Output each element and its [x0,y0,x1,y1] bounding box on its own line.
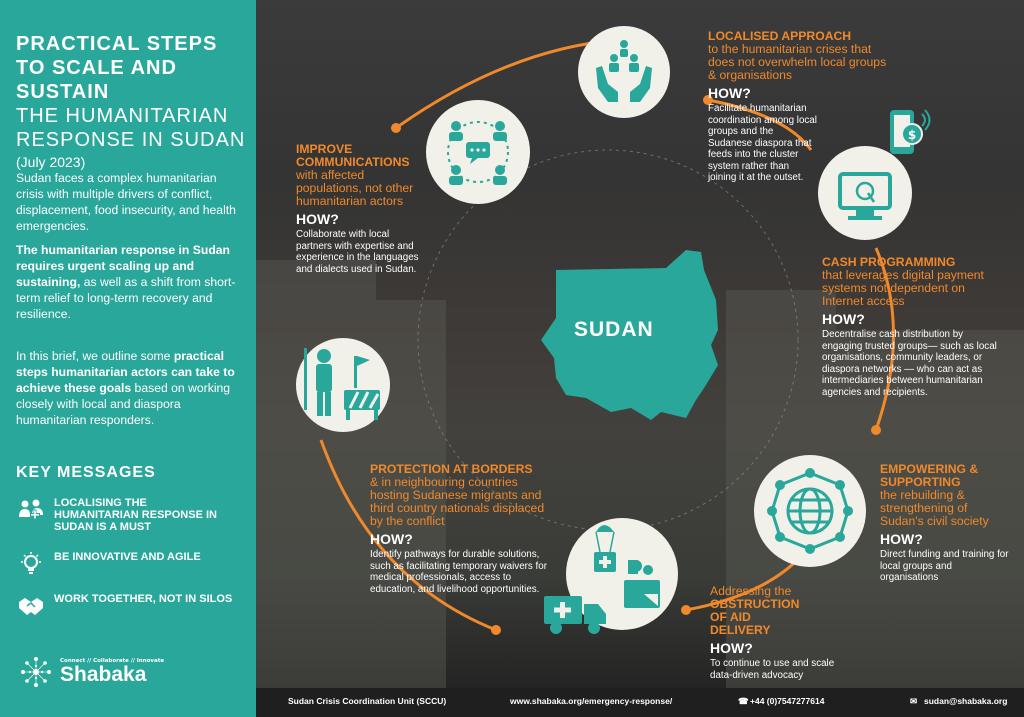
aid-desc: To continue to use and scale data-driven advocacy [710,658,835,681]
title-line-1: PRACTICAL STEPS [16,33,218,55]
svg-text:$: $ [907,128,917,142]
ambulance-icon [542,588,608,638]
localised-heading: LOCALISED APPROACH [708,29,852,43]
key-message-1-text: LOCALISING THE HUMANITARIAN RESPONSE IN SUDAN IS A MUST [54,497,217,533]
key-message-2 [18,551,234,577]
key-message-3 [18,593,234,619]
empowering-block [880,463,1010,584]
localised-sub: to the humanitarian crises that does not overwhelm local groups & organisations [708,42,887,82]
key-message-2-text: BE INNOVATIVE AND AGILE [54,551,201,563]
intro-paragraph-1: Sudan faces a complex humanitarian crisis with multiple drivers of conflict, displacement, food insecurity, and health emergencies. [16,171,236,233]
communications-desc: Collaborate with local partners with expertise and experience in the languages and dialects used in Sudan. [296,229,419,275]
intro-p3-bold: practical steps humanitarian actors can take to achieve these goals [16,349,235,395]
aid-heading: OBSTRUCTION OF AID DELIVERY [710,597,800,637]
cash-how: HOW? [822,311,865,327]
title-line-2: TO SCALE AND SUSTAIN [16,57,177,103]
left-panel [0,0,256,717]
key-message-3-text: WORK TOGETHER, NOT IN SILOS [54,593,233,605]
footer-bar [256,688,1024,717]
intro-paragraph-2 [16,242,242,322]
network-logo-icon [18,654,54,690]
intro-p3-start: In this brief, we outline some [16,349,174,363]
title-line-3: THE HUMANITARIAN [16,105,229,127]
intro-paragraph-3 [16,348,242,428]
sudan-label: SUDAN [574,318,654,341]
logo-tagline: Connect // Collaborate // Innovate [60,658,165,664]
empowering-heading: EMPOWERING & SUPPORTING [880,462,979,489]
communications-circle [426,100,530,204]
cash-heading: CASH PROGRAMMING [822,255,956,269]
empowering-sub: the rebuilding & strengthening of Sudan's civil society [880,488,989,528]
aid-block [710,585,850,681]
footer-email[interactable]: sudan@shabaka.org [924,696,1008,706]
localised-circle [578,26,670,118]
communications-sub: with affected populations, not other humanitarian actors [296,168,414,208]
people-chat-icon [426,100,530,204]
localised-how: HOW? [708,85,751,101]
footer-url[interactable]: www.shabaka.org/emergency-response/ [510,696,673,706]
localised-desc: Facilitate humanitarian coordination among local groups and the Sudanese diaspora that feeds into the cluster system rather than joining it at the outset. [708,103,817,183]
footer-phone[interactable]: +44 (0)7547277614 [750,696,825,706]
empowering-desc: Direct funding and training for local groups and organisations [880,549,1009,583]
empowering-circle [754,455,866,567]
hands-people-icon [578,26,670,118]
communications-how: HOW? [296,211,339,227]
aid-sub: Addressing the [710,584,792,598]
borders-desc: Identify pathways for durable solutions, such as facilitating temporary waivers for medical professionals, access to education, and livelihood opportunities. [370,549,547,595]
intro-p3-rest: based on working closely with local and diaspora humanitarian responders. [16,381,231,427]
people-plus-icon [18,497,44,523]
borders-heading: PROTECTION AT BORDERS [370,462,533,476]
borders-circle [296,338,390,432]
cash-desc: Decentralise cash distribution by engaging trusted groups— such as local organisations, community leaders, or diaspora networks — who can act as intermediaries between humanitarian agencies and recipients. [822,329,997,398]
empowering-how: HOW? [880,531,923,547]
soldier-barrier-icon [296,338,390,432]
localised-block [708,30,888,184]
borders-block [370,463,552,595]
key-messages-title: KEY MESSAGES [16,464,156,481]
intro-p2-bold: The humanitarian response in Sudan requires urgent scaling up and sustaining, [16,243,230,289]
key-message-1 [18,497,234,533]
title-line-4: RESPONSE IN SUDAN [16,129,246,151]
cash-block [822,256,1006,398]
intro-p2-rest: as well as a shift from short-term relief to long-term recovery and resilience. [16,275,236,321]
shabaka-logo [18,654,164,690]
phone-payment-icon [888,108,932,162]
page-title [16,32,246,170]
whatsapp-icon: ☎ [738,696,749,706]
lightbulb-icon [18,551,44,577]
mail-icon: ✉ [910,696,918,706]
borders-how: HOW? [370,531,413,547]
title-date: (July 2023) [16,154,86,170]
handshake-icon [18,593,44,619]
footer-org: Sudan Crisis Coordination Unit (SCCU) [288,696,447,706]
aid-how: HOW? [710,640,753,656]
cash-sub: that leverages digital payment systems not dependent on Internet access [822,268,984,308]
communications-heading: IMPROVE COMMUNICATIONS [296,142,410,169]
logo-name: Shabaka [60,663,147,686]
globe-network-icon [754,455,866,567]
infographic-area [256,0,1024,717]
borders-sub: & in neighbouring countries hosting Sudanese migrants and third country nationals displaced by the conflict [370,475,545,528]
communications-block [296,143,421,275]
